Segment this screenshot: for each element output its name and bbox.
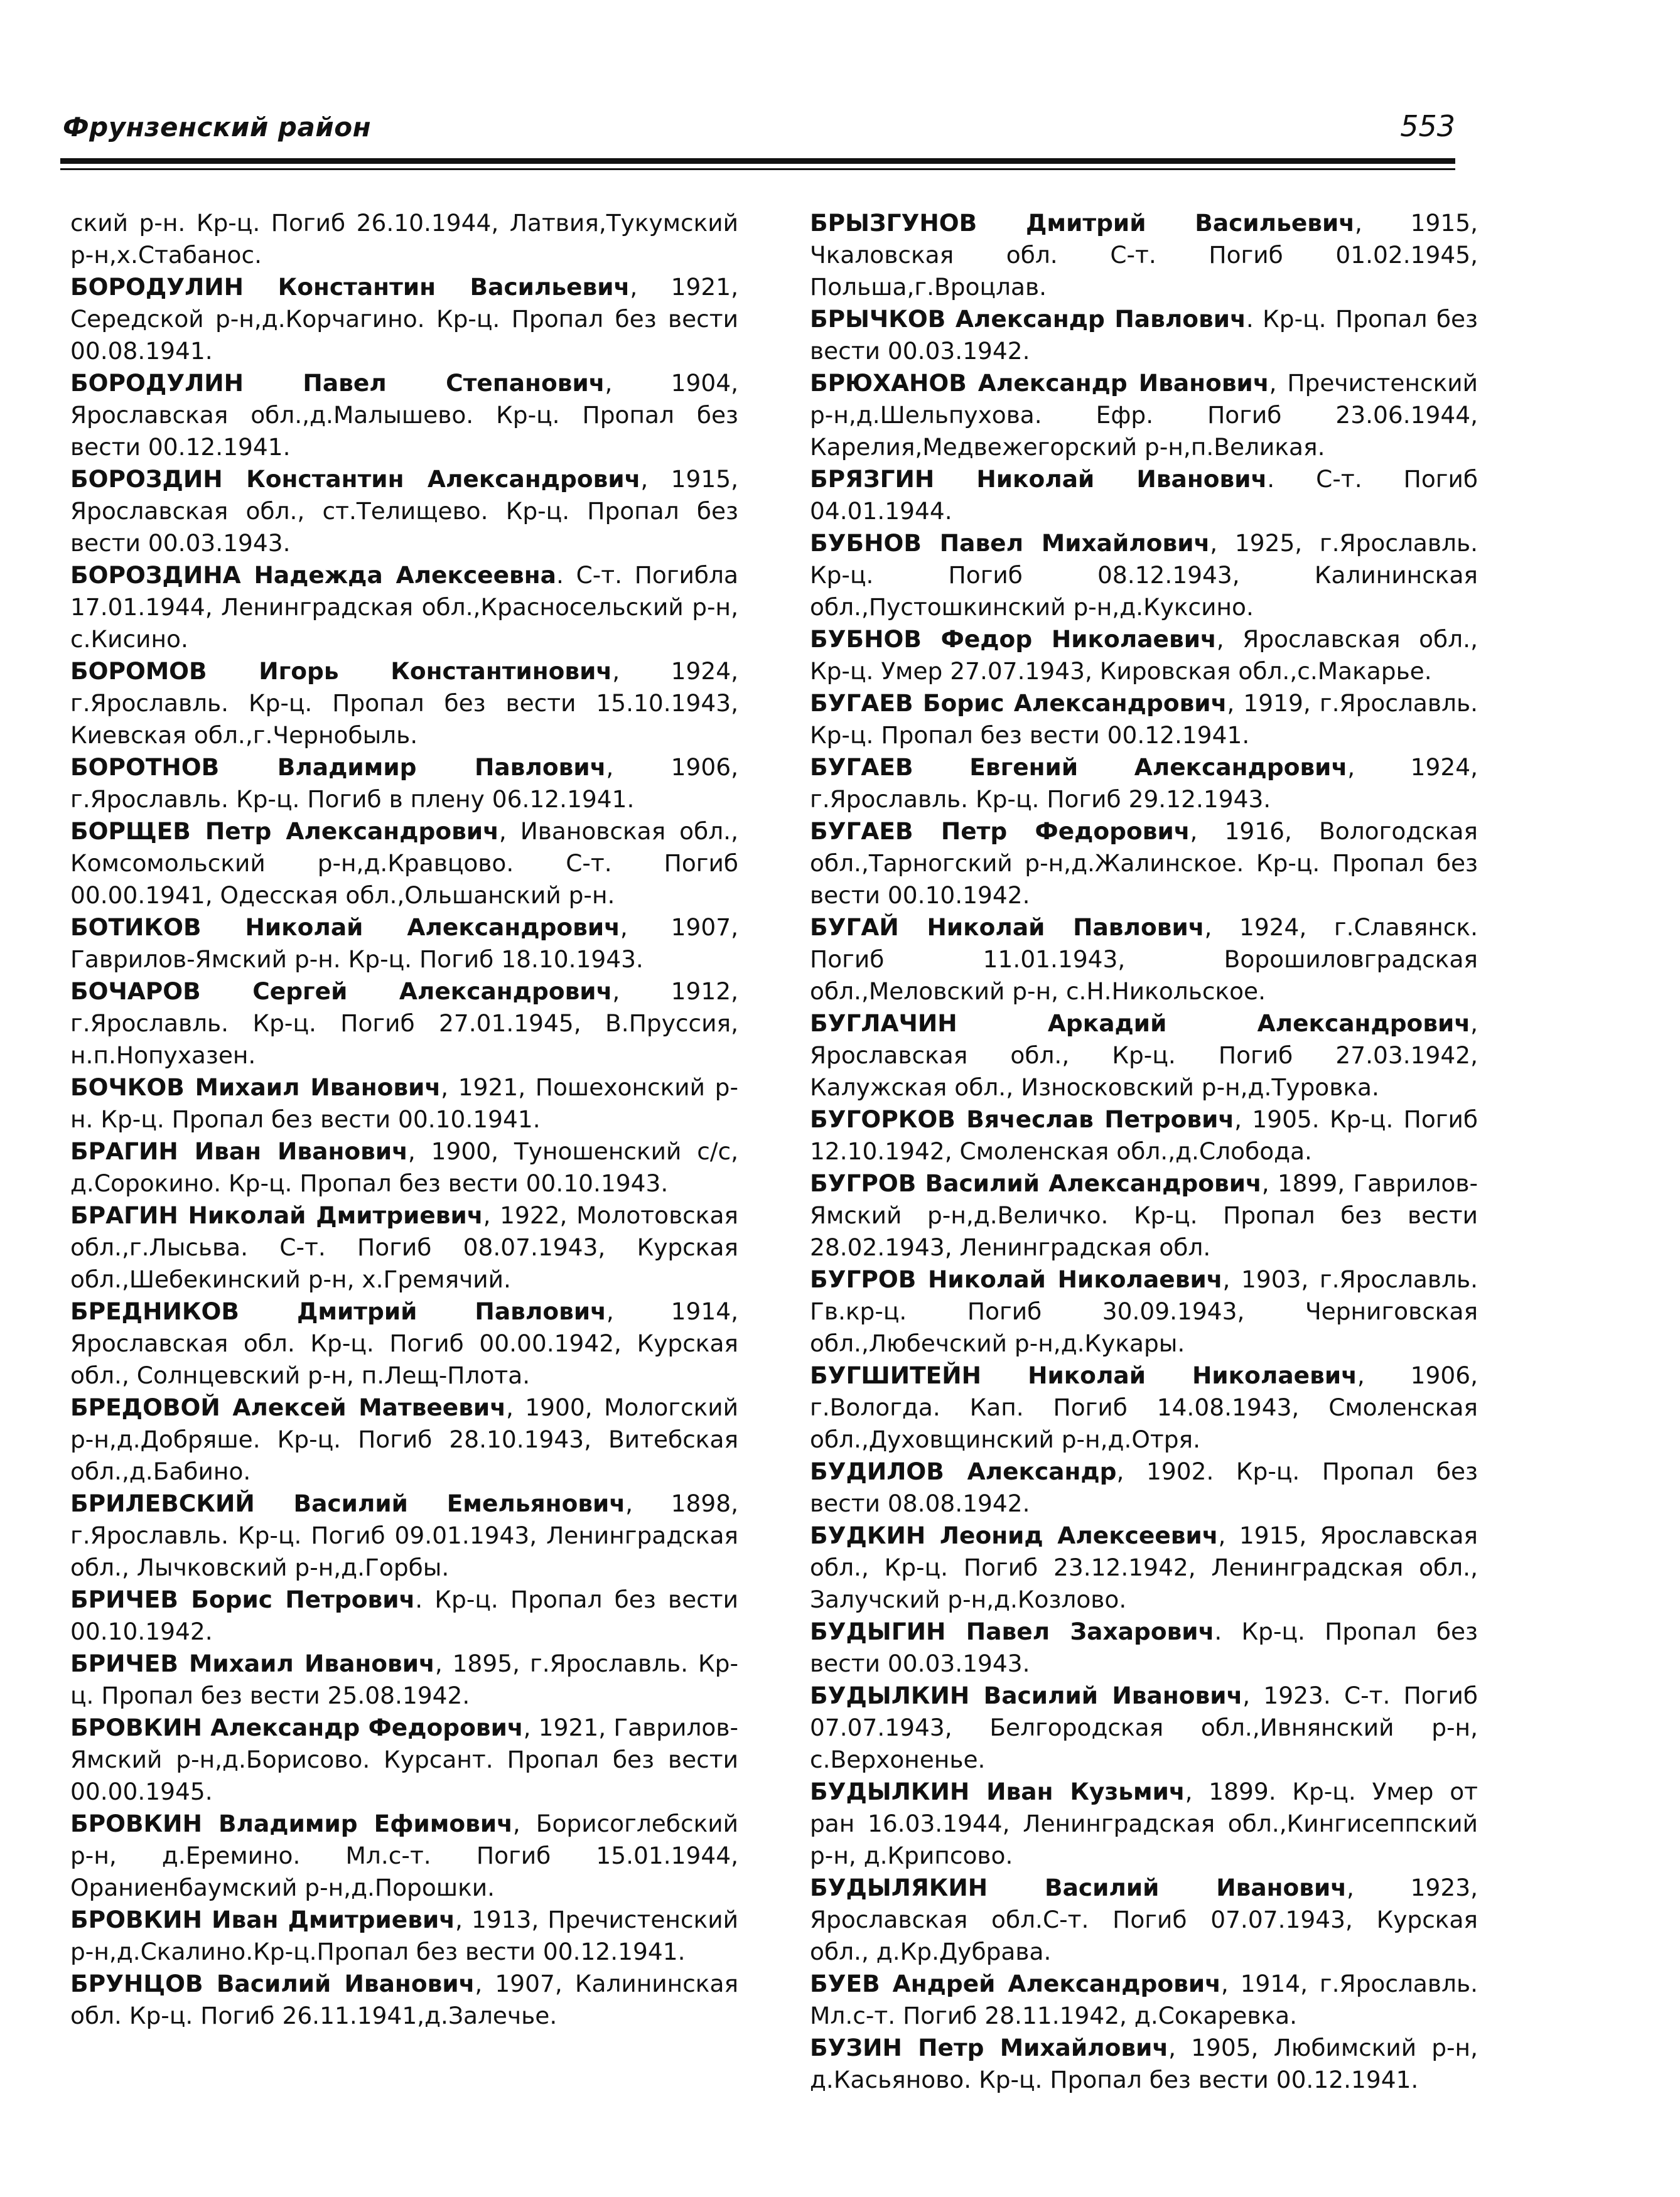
entry-name: БУБНОВ Федор Николаевич [810,625,1217,653]
entry-name: БРОВКИН Владимир Ефимович [70,1810,513,1837]
entry-details: , 1905. Кр-ц. Погиб 12.10.1942, Смоленская обл.,д.Слобода. [810,1105,1478,1165]
entry-name: БРЯЗГИН Николай Иванович [810,465,1268,493]
entry-name: БУДКИН Леонид Алексеевич [810,1522,1219,1549]
list-item [810,1456,1478,1520]
list-item [70,815,738,911]
list-item [810,751,1478,815]
section-title: Фрунзенский район [63,112,372,142]
list-item [70,1392,738,1488]
entry-details: , 1921, Гаврилов-Ямский р-н,д.Борисово. Курсант. Пропал без вести 00.00.1945. [70,1714,738,1805]
entry-name: БОРОДУЛИН Константин Васильевич [70,273,630,301]
list-item [70,1488,738,1584]
entry-name: БРИЧЕВ Михаил Иванович [70,1650,435,1677]
page-header [60,99,1455,149]
entry-details: , 1899, Гаврилов-Ямский р-н,д.Величко. Кр-ц. Пропал без вести 28.02.1943, Ленинградская обл. [810,1169,1478,1261]
list-item [70,367,738,463]
header-rule-thin [60,168,1455,170]
list-item [70,1648,738,1712]
left-column [70,207,738,2032]
list-item [810,1104,1478,1168]
list-item [810,623,1478,687]
entry-details: , 1895, г.Ярославль. Кр-ц. Пропал без вести 25.08.1942. [70,1650,738,1709]
entry-name: БОРОЗДИНА Надежда Алексеевна [70,561,556,589]
list-item [810,1007,1478,1104]
entry-details: , 1912, г.Ярославль. Кр-ц. Погиб 27.01.1945, В.Пруссия, н.п.Нопухазен. [70,977,739,1069]
list-item [70,1200,738,1296]
entry-name: БУГРОВ Василий Александрович [810,1169,1262,1197]
list-item [810,527,1478,623]
entry-name: БОРОЗДИН Константин Александрович [70,465,641,493]
entry-name: БУДЫЛЯКИН Василий Иванович [810,1874,1347,1901]
entry-name: БРЕДОВОЙ Алексей Матвеевич [70,1394,506,1421]
list-item [810,1872,1478,1968]
list-item [70,207,738,271]
entry-details: , 1899. Кр-ц. Умер от ран 16.03.1944, Ленинградская обл.,Кингисеппский р-н, д.Крипсово. [810,1778,1478,1869]
entry-details: , 1923, Ярославская обл.С-т. Погиб 07.07.1943, Курская обл., д.Кр.Дубрава. [810,1874,1478,1965]
entry-name: БОЧАРОВ Сергей Александрович [70,977,613,1005]
entry-name: БОРОМОВ Игорь Константинович [70,657,613,685]
entry-details: , 1904, Ярославская обл.,д.Малышево. Кр-ц. Пропал без вести 00.12.1941. [70,369,738,461]
entry-details: , 1906, г.Ярославль. Кр-ц. Погиб в плену 06.12.1941. [70,753,738,813]
entry-name: БРЫЗГУНОВ Дмитрий Васильевич [810,209,1355,237]
entry-details: , 1905, Любимский р-н, д.Касьяново. Кр-ц. Пропал без вести 00.12.1941. [810,2034,1478,2093]
entry-details: , 1898, г.Ярославль. Кр-ц. Погиб 09.01.1943, Ленинградская обл., Лычковский р-н,д.Горбы. [70,1490,738,1581]
entry-name: БУГАЕВ Борис Александрович [810,689,1227,717]
entry-details: . Кр-ц. Пропал без вести 00.10.1942. [70,1586,739,1645]
list-item [810,1264,1478,1360]
entry-details: , 1915, Чкаловская обл. С-т. Погиб 01.02.1945, Польша,г.Вроцлав. [810,209,1478,301]
entry-name: БРЫЧКОВ Александр Павлович [810,305,1246,333]
list-item [810,1680,1478,1776]
list-item [810,207,1478,303]
entry-name: БРАГИН Николай Дмитриевич [70,1201,483,1229]
list-item [70,559,738,655]
list-item [70,975,738,1072]
entry-details: , 1915, Ярославская обл., ст.Телищево. Кр-ц. Пропал без вести 00.03.1943. [70,465,738,557]
entry-name: БУГАЙ Николай Павлович [810,913,1205,941]
entry-details: ский р-н. Кр-ц. Погиб 26.10.1944, Латвия,Тукумский р-н,х.Стабанос. [70,209,738,269]
entry-name: БРИЧЕВ Борис Петрович [70,1586,416,1613]
entry-details: , 1922, Молотовская обл.,г.Лысьва. С-т. Погиб 08.07.1943, Курская обл.,Шебекинский р-н, х.Гремячий. [70,1201,738,1293]
entry-details: , 1925, г.Ярославль. Кр-ц. Погиб 08.12.1943, Калининская обл.,Пустошкинский р-н,д.Куксино. [810,529,1478,621]
entry-details: , Ярославская обл., Кр-ц. Погиб 27.03.1942, Калужская обл., Износковский р-н,д.Туровка. [810,1009,1478,1101]
list-item [810,303,1478,367]
entry-name: БУГЛАЧИН Аркадий Александрович [810,1009,1471,1037]
entry-details: . Кр-ц. Пропал без вести 00.03.1943. [810,1618,1478,1677]
entry-name: БРОВКИН Александр Федорович [70,1714,524,1741]
entry-name: БОРОТНОВ Владимир Павлович [70,753,606,781]
list-item [70,1808,738,1904]
list-item [70,655,738,751]
entry-details: , Ярославская обл., Кр-ц. Умер 27.07.1943, Кировская обл.,с.Макарье. [810,625,1478,685]
entry-details: , 1921, Середской р-н,д.Корчагино. Кр-ц. Пропал без вести 00.08.1941. [70,273,738,365]
list-item [810,463,1478,527]
entry-name: БРОВКИН Иван Дмитриевич [70,1906,455,1933]
list-item [70,271,738,367]
entry-name: БУБНОВ Павел Михайлович [810,529,1210,557]
list-item [70,1904,738,1968]
list-item [70,1968,738,2032]
entry-details: , 1906, г.Вологда. Кап. Погиб 14.08.1943, Смоленская обл.,Духовщинский р-н,д.Отря. [810,1362,1478,1453]
entry-details: , 1907, Калининская обл. Кр-ц. Погиб 26.11.1941,д.Залечье. [70,1970,738,2029]
entry-name: БРИЛЕВСКИЙ Василий Емельянович [70,1490,626,1517]
entry-name: БУЕВ Андрей Александрович [810,1970,1221,1997]
entry-name: БРЕДНИКОВ Дмитрий Павлович [70,1297,606,1325]
list-item [70,1584,738,1648]
list-item [810,1168,1478,1264]
entry-name: БРЮХАНОВ Александр Иванович [810,369,1269,397]
entry-name: БУГАЕВ Евгений Александрович [810,753,1348,781]
entry-details: , 1907, Гаврилов-Ямский р-н. Кр-ц. Погиб 18.10.1943. [70,913,738,973]
list-item [70,1072,738,1136]
list-item [810,2032,1478,2096]
entry-name: БУГРОВ Николай Николаевич [810,1265,1223,1293]
entry-name: БУГОРКОВ Вячеслав Петрович [810,1105,1235,1133]
entry-name: БУДЫЛКИН Иван Кузьмич [810,1778,1185,1805]
header-rule-thick [60,158,1455,164]
entry-details: . С-т. Погибла 17.01.1944, Ленинградская обл.,Красносельский р-н, с.Кисино. [70,561,738,653]
entry-name: БУДЫЛКИН Василий Иванович [810,1682,1243,1709]
entry-details: , 1914, Ярославская обл. Кр-ц. Погиб 00.00.1942, Курская обл., Солнцевский р-н, п.Лещ-Плота. [70,1297,738,1389]
entry-name: БОТИКОВ Николай Александрович [70,913,620,941]
entry-name: БУДИЛОВ Александр [810,1458,1117,1485]
list-item [810,1968,1478,2032]
entry-details: , 1924, г.Ярославль. Кр-ц. Пропал без вести 15.10.1943, Киевская обл.,г.Чернобыль. [70,657,738,749]
entry-name: БУГШИТЕЙН Николай Николаевич [810,1362,1357,1389]
entry-details: , 1900, Туношенский с/с, д.Сорокино. Кр-ц. Пропал без вести 00.10.1943. [70,1137,738,1197]
entry-details: , 1923. С-т. Погиб 07.07.1943, Белгородская обл.,Ивнянский р-н, с.Верхоненье. [810,1682,1478,1773]
list-item [810,1520,1478,1616]
entry-details: . Кр-ц. Пропал без вести 00.03.1942. [810,305,1478,365]
entry-details: , 1914, г.Ярославль. Мл.с-т. Погиб 28.11.1942, д.Сокаревка. [810,1970,1478,2029]
entry-name: БУЗИН Петр Михайлович [810,2034,1169,2061]
entry-details: , 1903, г.Ярославль. Гв.кр-ц. Погиб 30.09.1943, Черниговская обл.,Любечский р-н,д.Кукары. [810,1265,1478,1357]
list-item [810,1776,1478,1872]
entry-details: , 1921, Пошехонский р-н. Кр-ц. Пропал без вести 00.10.1941. [70,1073,738,1133]
list-item [810,367,1478,463]
list-item [70,751,738,815]
entry-details: , Борисоглебский р-н, д.Еремино. Мл.с-т. Погиб 15.01.1944, Ораниенбаумский р-н,д.Порошки. [70,1810,738,1901]
list-item [70,911,738,975]
entry-details: , Ивановская обл., Комсомольский р-н,д.Кравцово. С-т. Погиб 00.00.1941, Одесская обл.,Ольшанский р-н. [70,817,738,909]
list-item [810,687,1478,751]
entry-details: , 1902. Кр-ц. Пропал без вести 08.08.1942. [810,1458,1478,1517]
entry-details: , 1924, г.Славянск. Погиб 11.01.1943, Ворошиловградская обл.,Меловский р-н, с.Н.Никольское. [810,913,1478,1005]
entry-name: БОЧКОВ Михаил Иванович [70,1073,441,1101]
list-item [70,1136,738,1200]
list-item [70,463,738,559]
list-item [810,911,1478,1007]
entry-name: БУГАЕВ Петр Федорович [810,817,1190,845]
entry-name: БРУНЦОВ Василий Иванович [70,1970,475,1997]
entry-details: , 1915, Ярославская обл., Кр-ц. Погиб 23.12.1942, Ленинградская обл., Залучский р-н,д.Козлово. [810,1522,1478,1613]
entry-name: БУДЫГИН Павел Захарович [810,1618,1215,1645]
entry-details: , 1916, Вологодская обл.,Тарногский р-н,д.Жалинское. Кр-ц. Пропал без вести 00.10.1942. [810,817,1478,909]
list-item [70,1296,738,1392]
entry-details: , 1919, г.Ярославль. Кр-ц. Пропал без вести 00.12.1941. [810,689,1478,749]
entry-details: . С-т. Погиб 04.01.1944. [810,465,1478,525]
right-column [810,207,1478,2096]
entry-details: , 1913, Пречистенский р-н,д.Скалино.Кр-ц.Пропал без вести 00.12.1941. [70,1906,738,1965]
entry-details: , 1924, г.Ярославль. Кр-ц. Погиб 29.12.1943. [810,753,1478,813]
entry-details: , Пречистенский р-н,д.Шельпухова. Ефр. Погиб 23.06.1944, Карелия,Медвежегорский р-н,п.Великая. [810,369,1478,461]
page-number: 553 [1400,109,1455,143]
entry-details: , 1900, Мологский р-н,д.Добряше. Кр-ц. Погиб 28.10.1943, Витебская обл.,д.Бабино. [70,1394,738,1485]
entry-name: БРАГИН Иван Иванович [70,1137,408,1165]
list-item [70,1712,738,1808]
list-item [810,1360,1478,1456]
entry-name: БОРЩЕВ Петр Александрович [70,817,499,845]
list-item [810,1616,1478,1680]
list-item [810,815,1478,911]
entry-name: БОРОДУЛИН Павел Степанович [70,369,605,397]
